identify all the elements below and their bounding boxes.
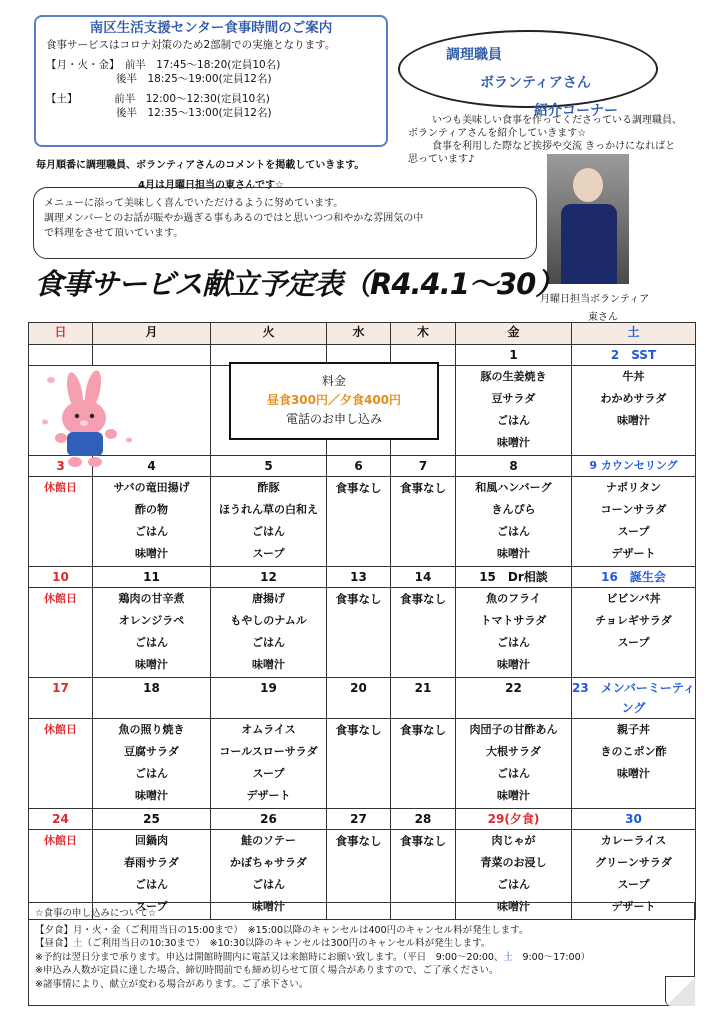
no-meal-cell: 食事なし bbox=[391, 477, 456, 567]
header-tuesday: 火 bbox=[211, 323, 327, 345]
price-label: 料金 bbox=[321, 374, 346, 388]
no-meal-cell: 食事なし bbox=[327, 719, 391, 809]
date-cell: 11 bbox=[93, 567, 211, 588]
date-cell: 19 bbox=[211, 678, 327, 719]
menu-cell: ビビンバ丼 チョレギサラダ スープ bbox=[572, 588, 696, 678]
week3-date-row bbox=[29, 567, 696, 588]
menu-cell: 親子丼 きのこポン酢 味噌汁 bbox=[572, 719, 696, 809]
info-covid-note: 食事サービスはコロナ対策のため2部制での実施となります。 bbox=[46, 39, 336, 51]
photo-caption-name: 東さん bbox=[588, 312, 618, 323]
photo-caption-role: 月曜日担当ボランティア bbox=[540, 294, 650, 305]
closed-day-cell: 休館日 bbox=[29, 830, 93, 920]
week4-menu-row bbox=[29, 719, 696, 809]
menu-cell: サバの竜田揚げ 酢の物 ごはん 味噌汁 bbox=[93, 477, 211, 567]
weekday-schedule-second: 後半 18:25～19:00(定員12名) bbox=[116, 73, 272, 85]
menu-cell: 回鍋肉 春雨サラダ ごはん スープ bbox=[93, 830, 211, 920]
date-cell: 2 SST bbox=[572, 345, 696, 366]
weekday-schedule-first: 【月・火・金】 前半 17:45～18:20(定員10名) bbox=[46, 59, 281, 71]
menu-change-note: ※諸事情により、献立が変わる場合があります。ご了承下さい。 bbox=[35, 978, 309, 990]
price-amount: 昼食300円／夕食400円 bbox=[266, 393, 402, 407]
date-cell: 10 bbox=[29, 567, 93, 588]
closed-day-cell: 休館日 bbox=[29, 588, 93, 678]
date-cell: 12 bbox=[211, 567, 327, 588]
intro-corner-cloud bbox=[398, 30, 658, 108]
no-meal-cell: 食事なし bbox=[327, 830, 391, 920]
service-info-box bbox=[34, 15, 388, 147]
date-cell: 15 Dr相談 bbox=[456, 567, 572, 588]
date-cell: 7 bbox=[391, 456, 456, 477]
volunteer-comment-bubble: メニューに添って美味しく喜んでいただけるように努めています。 調理メンバーとのお話が賑やか過ぎる事もあるのではと思いつつ和やかな雰囲気の中 で料理をさせて頂いています。 bbox=[33, 187, 537, 259]
rabbit-icon bbox=[37, 370, 137, 472]
date-cell: 1 bbox=[456, 345, 572, 366]
header-monday: 月 bbox=[93, 323, 211, 345]
no-meal-cell: 食事なし bbox=[391, 830, 456, 920]
date-cell: 13 bbox=[327, 567, 391, 588]
date-cell: 14 bbox=[391, 567, 456, 588]
date-cell: 18 bbox=[93, 678, 211, 719]
menu-cell: 肉団子の甘酢あん 大根サラダ ごはん 味噌汁 bbox=[456, 719, 572, 809]
date-cell: 9 カウンセリング bbox=[572, 456, 696, 477]
date-cell: 8 bbox=[456, 456, 572, 477]
notes-title: ☆食事の申し込みについて☆ bbox=[35, 908, 157, 919]
menu-cell: 酢豚 ほうれん草の白和え ごはん スープ bbox=[211, 477, 327, 567]
date-cell: 23 メンバーミーティング bbox=[572, 678, 696, 719]
week3-menu-row bbox=[29, 588, 696, 678]
date-cell: 16 誕生会 bbox=[572, 567, 696, 588]
menu-cell: 肉じゃが 青菜のお浸し ごはん 味噌汁 bbox=[456, 830, 572, 920]
capacity-note: ※申込み人数が定員に達した場合、締切時間前でも締め切らせて頂く場合がありますので、ご了承ください。 bbox=[35, 965, 499, 976]
date-cell: 4 bbox=[93, 456, 211, 477]
phone-apply-note: 電話のお申し込み bbox=[285, 412, 382, 426]
closed-day-cell: 休館日 bbox=[29, 477, 93, 567]
menu-cell: カレーライス グリーンサラダ スープ デザート bbox=[572, 830, 696, 920]
rabbit-illustration-cell bbox=[29, 366, 211, 456]
no-meal-cell: 食事なし bbox=[327, 477, 391, 567]
date-cell: 21 bbox=[391, 678, 456, 719]
rotation-note: 毎月順番に調理職員、ボランティアさんのコメントを掲載していきます。 bbox=[36, 160, 365, 171]
date-cell: 28 bbox=[391, 809, 456, 830]
header-friday: 金 bbox=[456, 323, 572, 345]
no-meal-cell: 食事なし bbox=[391, 719, 456, 809]
date-cell: 22 bbox=[456, 678, 572, 719]
date-cell: 29(夕食) bbox=[456, 809, 572, 830]
menu-cell: 魚のフライ トマトサラダ ごはん 味噌汁 bbox=[456, 588, 572, 678]
menu-cell: 唐揚げ もやしのナムル ごはん 味噌汁 bbox=[211, 588, 327, 678]
menu-cell: オムライス コールスローサラダ スープ デザート bbox=[211, 719, 327, 809]
menu-cell: 鮭のソテー かぼちゃサラダ ごはん 味噌汁 bbox=[211, 830, 327, 920]
header-saturday: 土 bbox=[572, 323, 696, 345]
week4-date-row bbox=[29, 678, 696, 719]
menu-cell: 和風ハンバーグ きんぴら ごはん 味噌汁 bbox=[456, 477, 572, 567]
cloud-line-corner: 紹介コーナー bbox=[534, 103, 618, 119]
date-cell: 30 bbox=[572, 809, 696, 830]
saturday-schedule-first: 【土】 前半 12:00～12:30(定員10名) bbox=[46, 93, 270, 105]
menu-cell: 魚の照り焼き 豆腐サラダ ごはん 味噌汁 bbox=[93, 719, 211, 809]
no-meal-cell: 食事なし bbox=[327, 588, 391, 678]
date-cell: 5 bbox=[211, 456, 327, 477]
no-meal-cell: 食事なし bbox=[391, 588, 456, 678]
dinner-application-note: 【夕食】月・火・金（ご利用当日の15:00まで） ※15:00以降のキャンセルは400円のキャンセル料が発生します。 bbox=[35, 924, 529, 936]
cloud-line-volunteer: ボランティアさん bbox=[480, 75, 591, 91]
price-box bbox=[229, 362, 439, 440]
date-cell: 27 bbox=[327, 809, 391, 830]
intro-text: いつも美味しい食事を作ってくださっている調理職員、 ボランティアさんを紹介していきます☆ 食事を利用した際など挨拶や交流 きっかけになればと 思っています♪ bbox=[408, 115, 682, 165]
menu-cell: ナポリタン コーンサラダ スープ デザート bbox=[572, 477, 696, 567]
date-cell: 25 bbox=[93, 809, 211, 830]
date-cell: 6 bbox=[327, 456, 391, 477]
calendar-header-row bbox=[29, 323, 696, 345]
date-cell: 17 bbox=[29, 678, 93, 719]
saturday-schedule-second: 後半 12:35～13:00(定員12名) bbox=[116, 107, 272, 119]
header-thursday: 木 bbox=[391, 323, 456, 345]
reservation-note: ※予約は翌日分まで承ります。申込は開館時間内に電話又は来館時にお願い致します。（平日 9:00～20:00、土 9:00～17:00） bbox=[35, 951, 591, 963]
april-note: 4月は月曜日担当の東さんです☆ bbox=[138, 180, 284, 191]
menu-cell: 鶏肉の甘辛煮 オレンジラペ ごはん 味噌汁 bbox=[93, 588, 211, 678]
header-wednesday: 水 bbox=[327, 323, 391, 345]
date-cell: 24 bbox=[29, 809, 93, 830]
date-cell: 3 bbox=[29, 456, 93, 477]
cloud-line-staff: 調理職員 bbox=[446, 47, 502, 63]
application-notes bbox=[28, 902, 695, 1006]
header-sunday: 日 bbox=[29, 323, 93, 345]
date-cell: 26 bbox=[211, 809, 327, 830]
closed-day-cell: 休館日 bbox=[29, 719, 93, 809]
menu-cell: 豚の生姜焼き 豆サラダ ごはん 味噌汁 bbox=[456, 366, 572, 456]
date-cell: 20 bbox=[327, 678, 391, 719]
page-curl-decoration bbox=[665, 976, 695, 1006]
info-title: 南区生活支援センター食事時間のご案内 bbox=[89, 20, 333, 36]
menu-schedule-title: 食事サービス献立予定表（R4.4.1～30） bbox=[34, 267, 564, 301]
lunch-application-note: 【昼食】土（ご利用当日の10:30まで） ※10:30以降のキャンセルは300円のキャンセル料が発生します。 bbox=[35, 938, 491, 949]
week5-date-row bbox=[29, 809, 696, 830]
week2-menu-row bbox=[29, 477, 696, 567]
menu-cell: 牛丼 わかめサラダ 味噌汁 bbox=[572, 366, 696, 456]
